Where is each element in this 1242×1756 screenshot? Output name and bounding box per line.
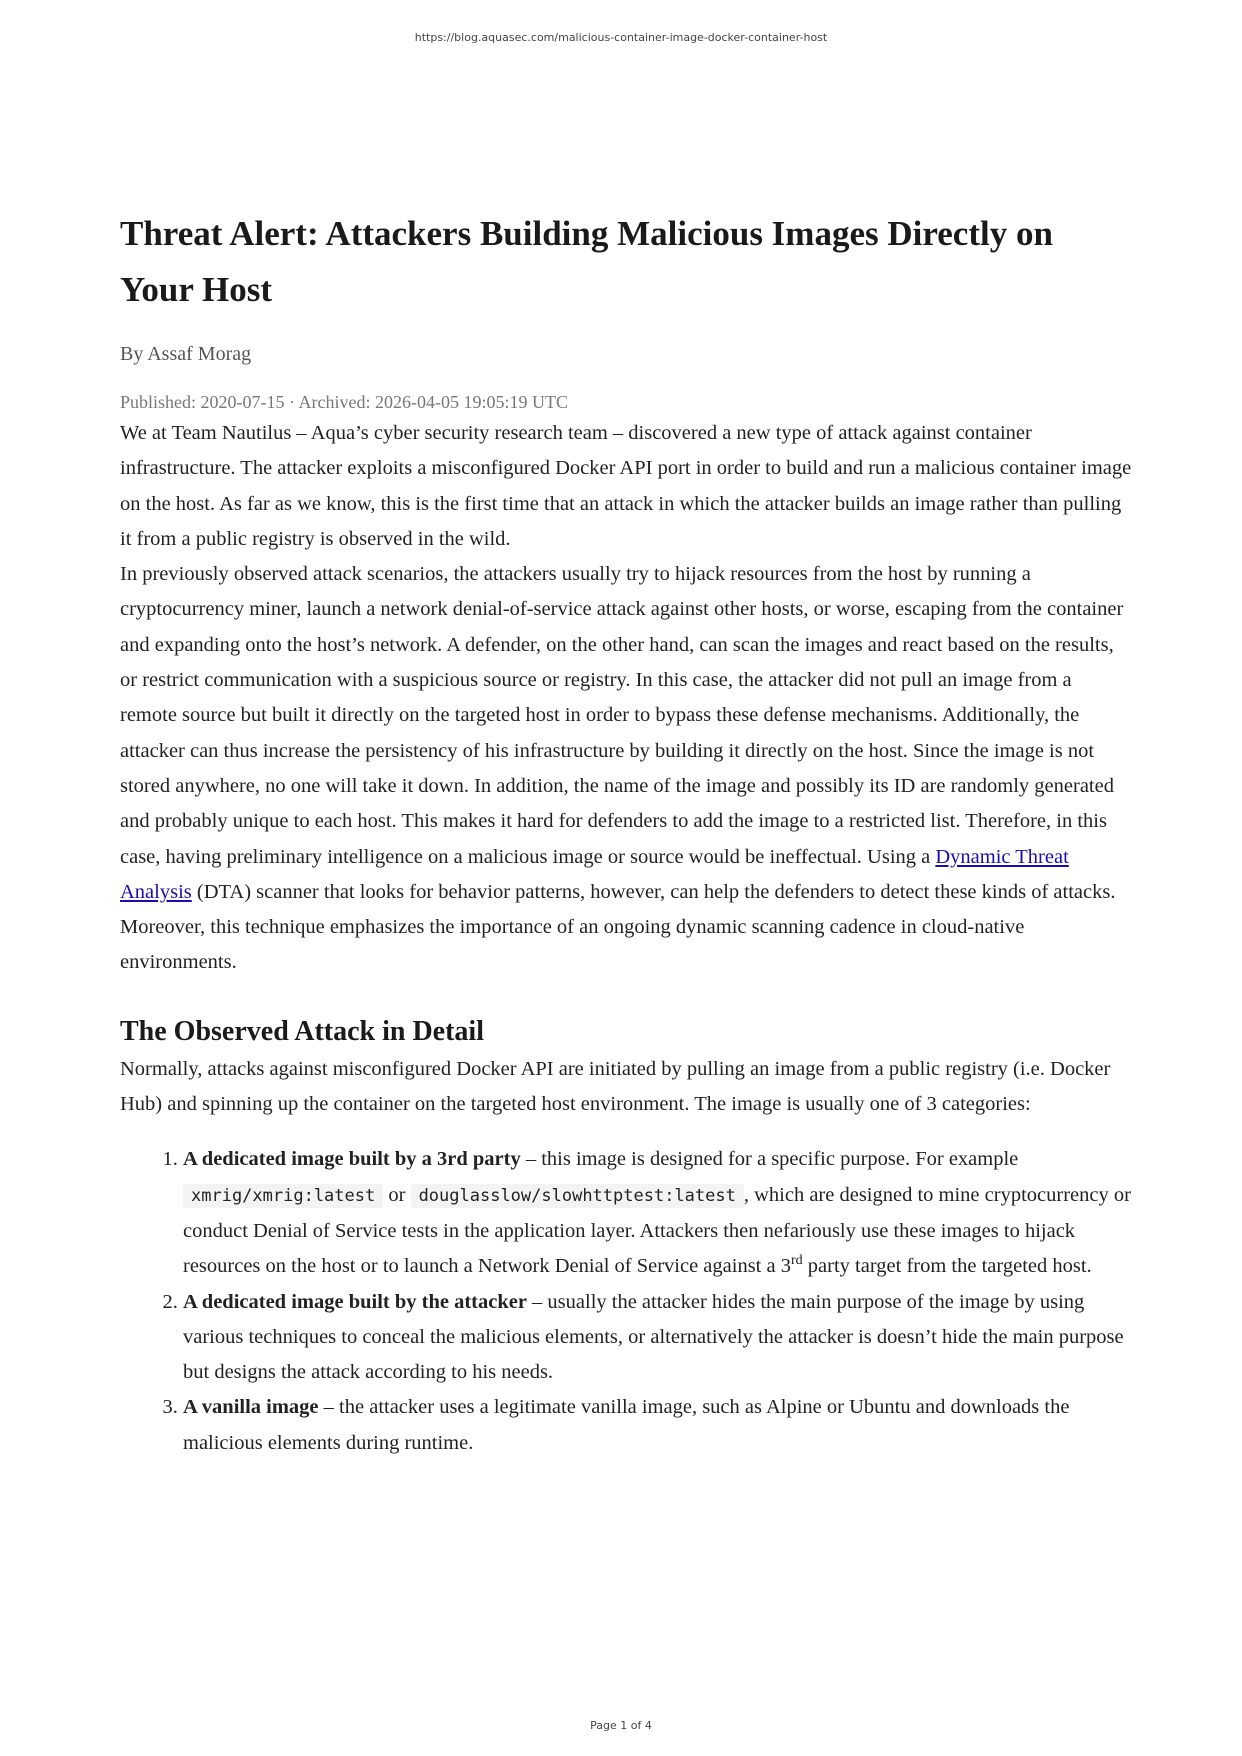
- paragraph-text: In previously observed attack scenarios, the attackers usually try to hijack resources from the host by running a cryptocurrency miner, launch a network denial-of-service attack against other hosts, or worse, escaping from the container and expanding onto the host’s network. A defender, on the other hand, can scan the images and react based on the results, or restrict communication with a suspicious source or registry. In this case, the attacker did not pull an image from a remote source but built it directly on the targeted host in order to bypass these defense mechanisms. Additionally, the attacker can thus increase the persistency of his infrastructure by building it directly on the host. Since the image is not stored anywhere, no one will take it down. In addition, the name of the image and possibly its ID are randomly generated and probably unique to each host. This makes it hard for defenders to add the image to a restricted list. Therefore, in this case, having preliminary intelligence on a malicious image or source would be ineffectual. Using a: [120, 563, 1124, 868]
- list-item-title: A dedicated image built by a 3rd party: [183, 1148, 521, 1171]
- list-item-title: A dedicated image built by the attacker: [183, 1290, 527, 1313]
- code-slowhttptest: douglasslow/slowhttptest:latest: [411, 1184, 744, 1208]
- list-item: [183, 1390, 1132, 1461]
- dynamic-threat-analysis-link[interactable]: Dynamic Threat Analysis: [120, 845, 1069, 903]
- paragraph-attack-scenarios: [120, 557, 1132, 981]
- superscript-rd: rd: [790, 1253, 803, 1269]
- article: [120, 206, 1132, 1461]
- list-item-text: – usually the attacker hides the main purpose of the image by using various techniques to conceal the malicious elements, or alternatively the attacker is doesn’t hide the main purpose but designs the attack according to his needs.: [183, 1290, 1124, 1384]
- image-categories-list: [120, 1142, 1132, 1461]
- section-heading: The Observed Attack in Detail: [120, 1015, 484, 1047]
- article-dates: Published: 2020-07-15 · Archived: 2026-04-05 19:05:19 UTC: [120, 392, 568, 412]
- list-item-title: A vanilla image: [183, 1396, 319, 1419]
- list-item-text: – this image is designed for a specific purpose. For example: [520, 1148, 1019, 1171]
- paragraph-intro: We at Team Nautilus – Aqua’s cyber security research team – discovered a new type of attack against container infrastructure. The attacker exploits a misconfigured Docker API port in order to build and run a malicious container image on the host. As far as we know, this is the first time that an attack in which the attacker builds an image rather than pulling it from a public registry is observed in the wild.: [120, 422, 1132, 550]
- list-item: [183, 1142, 1132, 1284]
- list-item: [183, 1285, 1132, 1391]
- code-xmrig: xmrig/xmrig:latest: [183, 1184, 383, 1208]
- page-url-header: https://blog.aquasec.com/malicious-container-image-docker-container-host: [414, 31, 828, 44]
- article-title: Threat Alert: Attackers Building Malicious Images Directly on Your Host: [120, 214, 1053, 309]
- list-item-text: party target from the targeted host.: [802, 1255, 1092, 1278]
- paragraph-text: (DTA) scanner that looks for behavior patterns, however, can help the defenders to detect these kinds of attacks. Moreover, this technique emphasizes the importance of an ongoing dynamic scanning cadence in cloud-native environments.: [120, 880, 1116, 974]
- paragraph-normal-attacks: Normally, attacks against misconfigured Docker API are initiated by pulling an image from a public registry (i.e. Docker Hub) and spinning up the container on the targeted host environment. The image is usually one of 3 categories:: [120, 1057, 1111, 1116]
- article-byline: By Assaf Morag: [120, 343, 252, 365]
- page-number: Page 1 of 4: [590, 1719, 652, 1732]
- list-item-text: or: [383, 1183, 411, 1206]
- list-item-text: – the attacker uses a legitimate vanilla image, such as Alpine or Ubuntu and downloads the malicious elements during runtime.: [183, 1396, 1070, 1454]
- list-item-text: , which are designed to mine cryptocurrency or conduct Denial of Service tests in the application layer. Attackers then nefariously use these images to hijack resources on the host or to launch a Network Denial of Service against a 3: [183, 1183, 1131, 1278]
